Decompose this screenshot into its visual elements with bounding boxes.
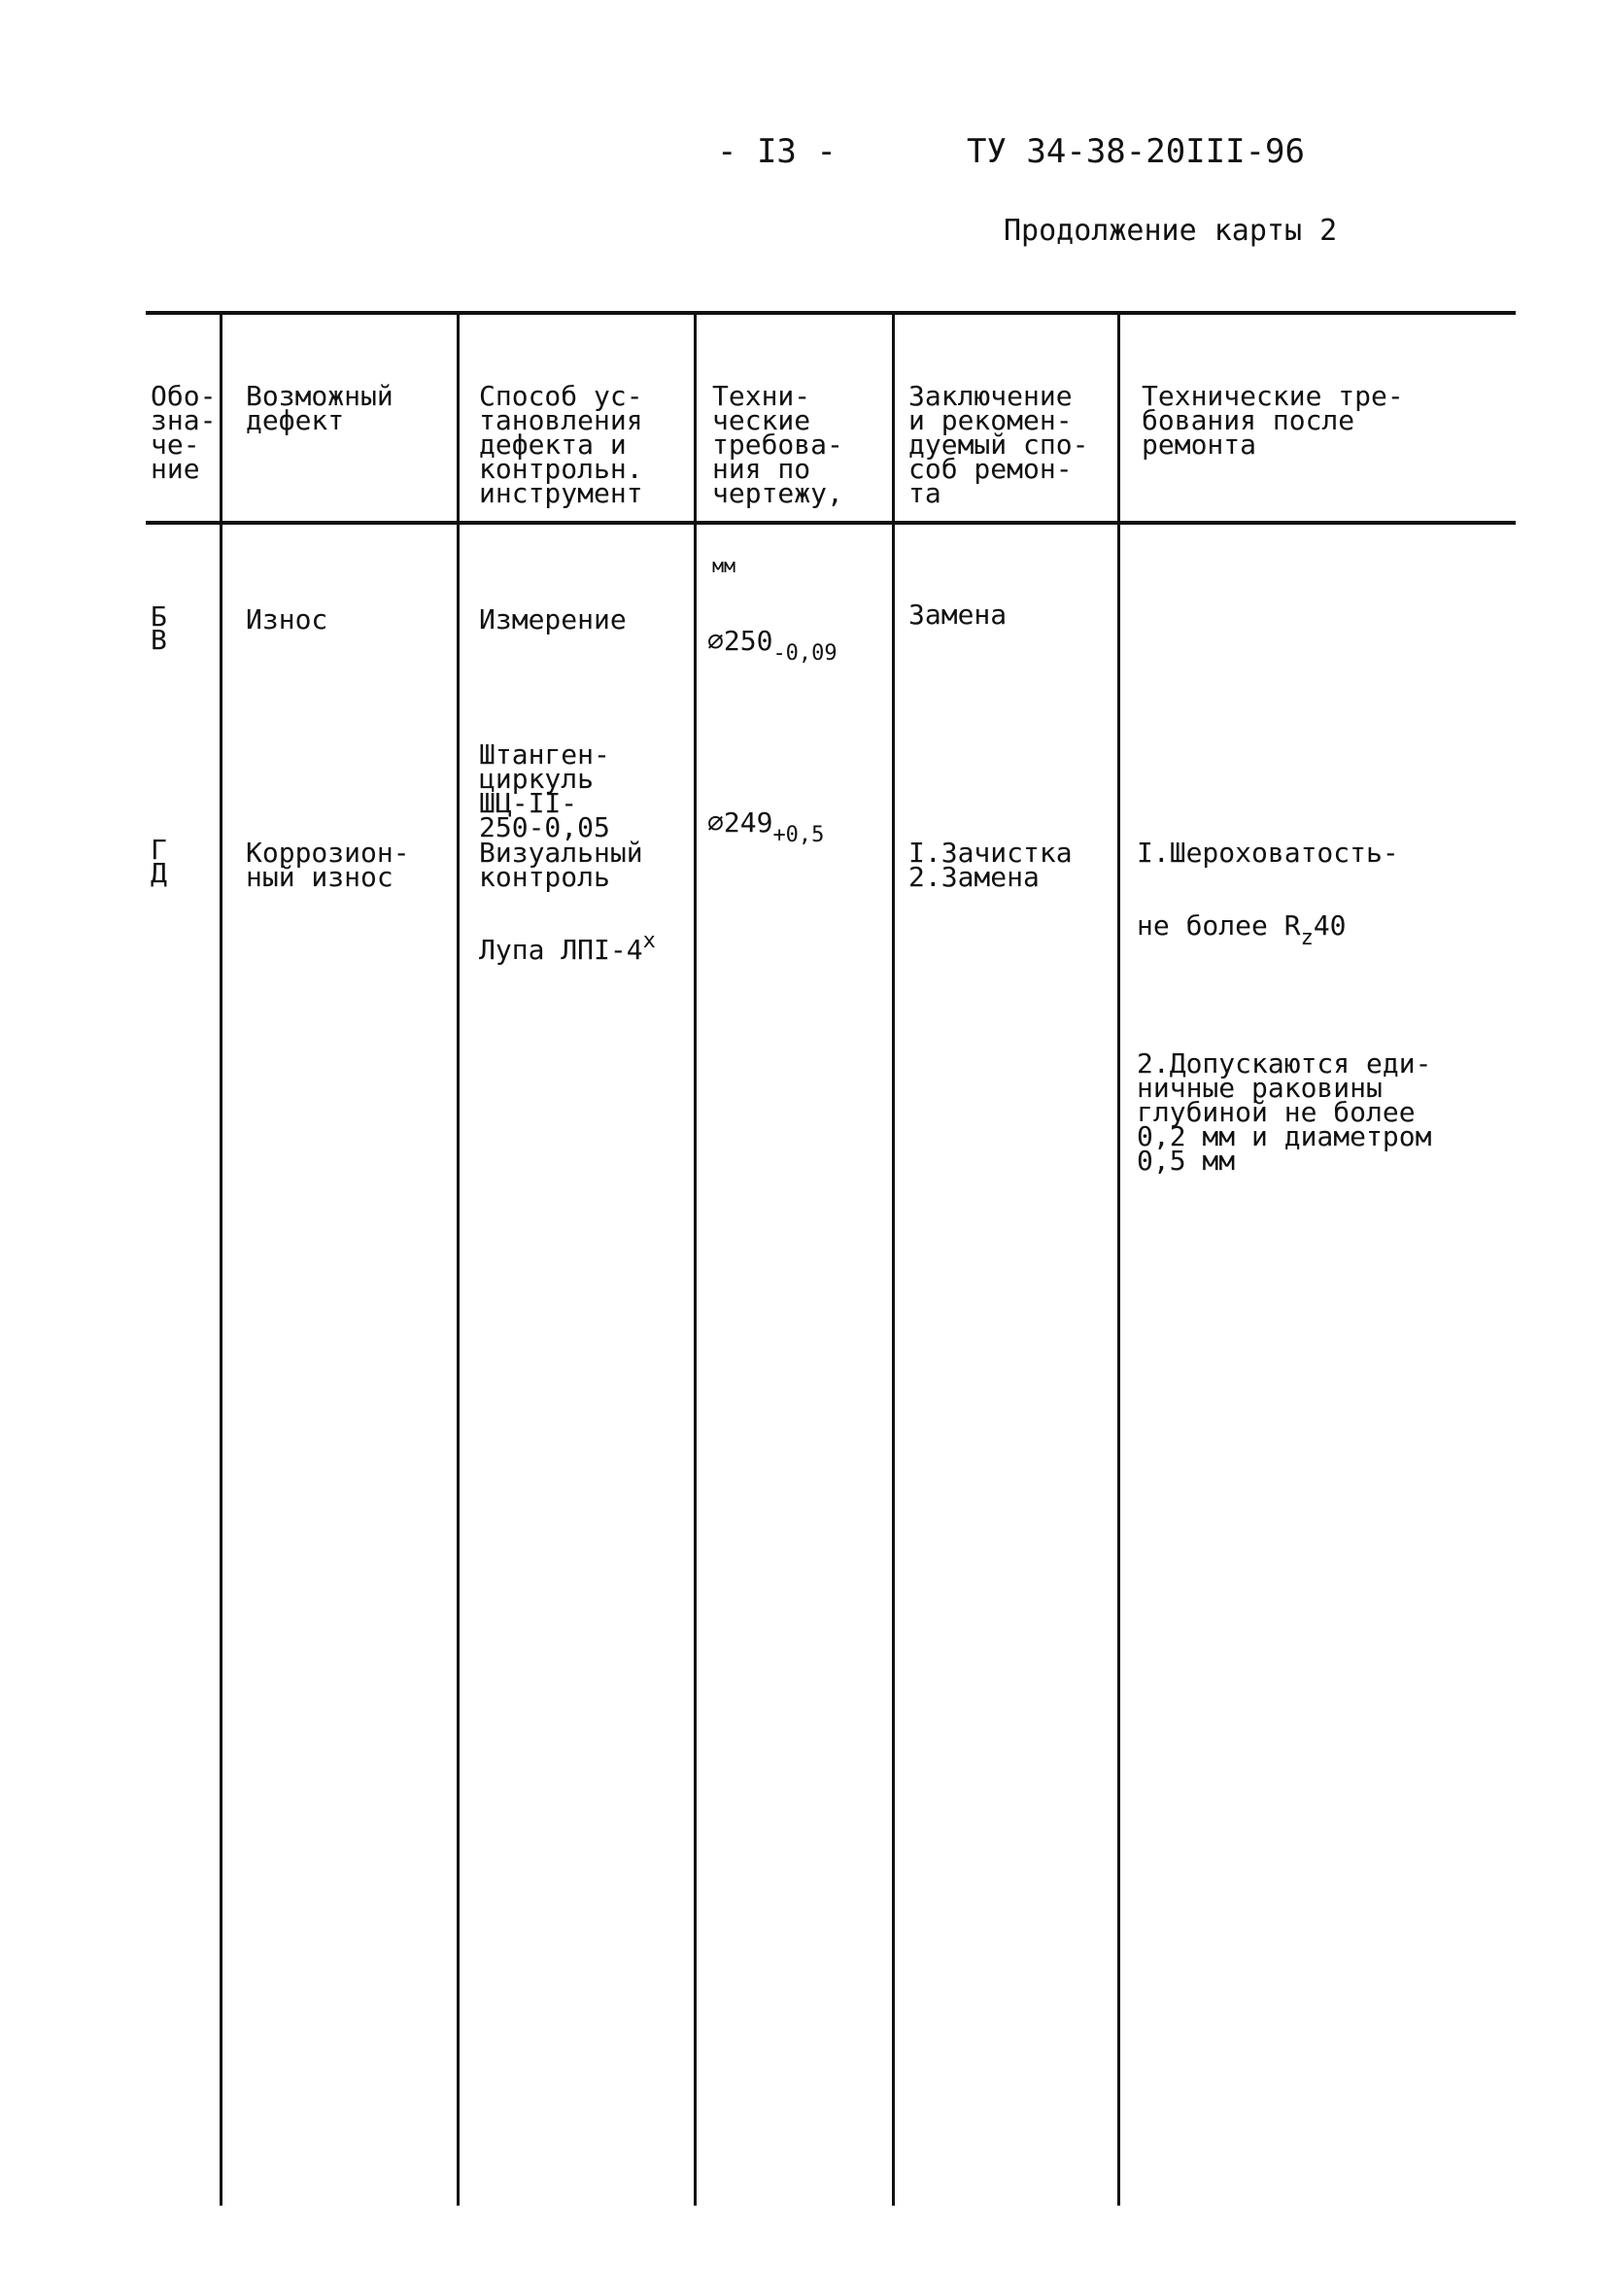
row-2-defect: Коррозион- ный износ: [246, 837, 410, 893]
header-designation: Обо- зна- че- ние: [151, 380, 217, 485]
column-divider: [694, 313, 697, 2206]
unit-label: мм: [712, 554, 736, 577]
header-method: Способ ус- тановления дефекта и контрольн. инструмент: [479, 380, 643, 509]
row-2-after-repair: I.Шероховатость- не более $R_z40$ 2.Допускаются еди- ничные раковины глубиной не более 0,2 мм и диаметром 0,5 мм: [1137, 837, 1432, 1177]
document-code: ТУ 34-38-20III-96: [967, 132, 1305, 171]
header-conclusion: Заключение и рекомен- дуемый спо- соб ремон- та: [908, 380, 1089, 509]
row-1-defect: Износ: [246, 603, 328, 635]
header-defect: Возможный дефект: [246, 380, 393, 436]
column-divider: [220, 313, 222, 2206]
column-divider: [457, 313, 460, 2206]
page-number: - I3 -: [717, 132, 837, 171]
row-2-designation: Г Д: [151, 834, 167, 889]
header-after-repair: Технические тре- бования после ремонта: [1142, 380, 1404, 461]
continuation-label: Продолжение карты 2: [1004, 214, 1338, 248]
row-1-designation: Б В: [151, 600, 167, 656]
column-divider: [1117, 313, 1120, 2206]
row-1-conclusion: Замена: [908, 599, 1008, 631]
row-2-conclusion: I.Зачистка 2.Замена: [908, 837, 1073, 893]
row-1-method: Измерение Штанген- циркуль ШЦ-II- 250-0,05: [479, 603, 627, 843]
header-tech-requirements: Техни- ческие требова- ния по чертежу, мм: [712, 380, 843, 577]
table-top-rule: [146, 311, 1516, 315]
column-divider: [892, 313, 895, 2206]
row-1-tech-requirements: $⌀250_{-0,09}$ $⌀249_{+0,5}$: [707, 625, 838, 847]
row-2-method: Визуальный контроль Лупа ЛПI-4$^x$: [479, 837, 656, 966]
